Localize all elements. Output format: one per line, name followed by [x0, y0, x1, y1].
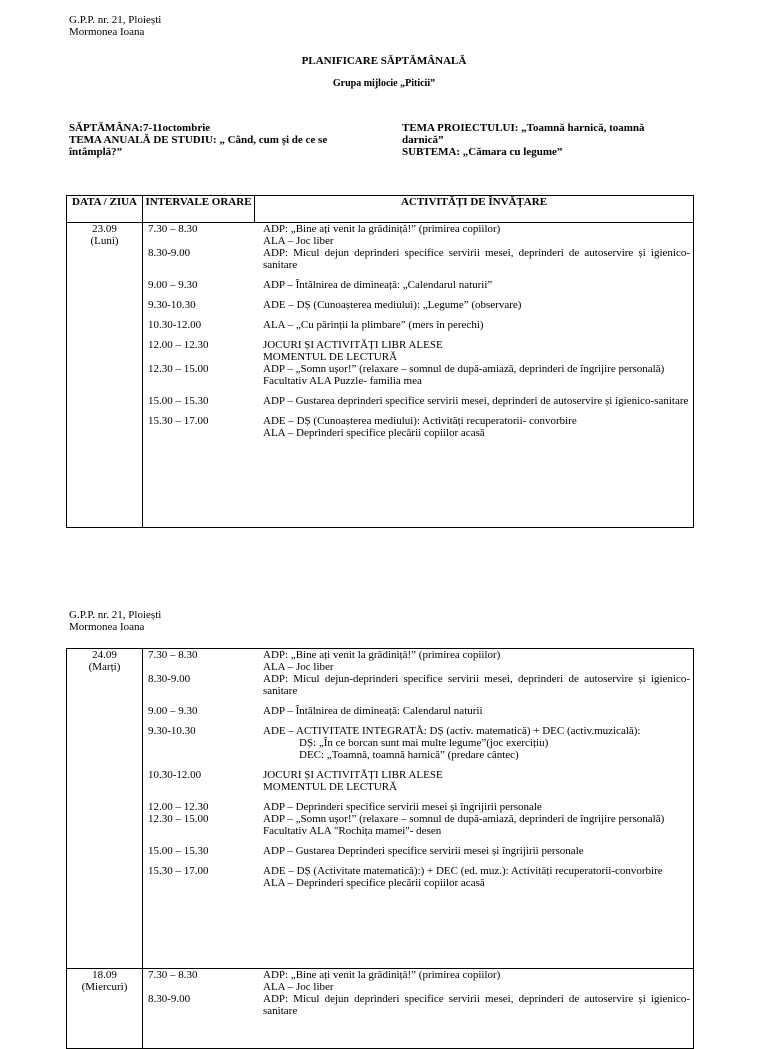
slot-activities: [260, 865, 693, 889]
slot-activities: [260, 813, 693, 837]
table-header-row: [67, 196, 694, 223]
activity-line: ALA – Joc liber: [263, 661, 334, 673]
slot-row: [143, 725, 693, 761]
day-name: (Luni): [90, 235, 119, 247]
day-slots-3: [143, 969, 694, 1049]
school-name-2: G.P.P. nr. 21, Ploiești: [69, 609, 162, 621]
activity-subline: DȘ: „În ce borcan sunt mai multe legume”(joc exercițiu): [299, 737, 549, 749]
activity-line: JOCURI ȘI ACTIVITĂȚI LIBR ALESE: [263, 339, 443, 351]
activity-line: ADP: Micul dejun deprinderi specifice servirii mesei, deprinderi de autoservire și igienico-sanitare: [263, 247, 690, 271]
slot-time: 12.00 – 12.30: [148, 801, 209, 813]
slot-activities: [260, 299, 693, 311]
slot-row: [143, 865, 693, 889]
slot-time: 7.30 – 8.30: [148, 969, 198, 981]
slot-time: 9.30-10.30: [148, 725, 196, 737]
slot-time: 12.30 – 15.00: [148, 813, 209, 825]
slot-time: 10.30-12.00: [148, 769, 202, 781]
slot-time: 10.30-12.00: [148, 319, 202, 331]
slot-time: 15.30 – 17.00: [148, 865, 209, 877]
activity-line: Facultativ ALA Puzzle- familia mea: [263, 375, 422, 387]
activity-line: ADP: Micul dejun-deprinderi specifice servirii mesei, deprinderi de autoservire și igienico-sanitare: [263, 673, 690, 697]
slot-row: [143, 813, 693, 837]
activity-line: ADP: „Bine ați venit la grădiniță!” (primirea copiilor): [263, 649, 501, 661]
slot-row: [143, 649, 693, 673]
slot-time: 8.30-9.00: [148, 247, 191, 259]
schedule-table-2: [66, 648, 694, 1049]
activity-line: ADP – Deprinderi specifice servirii mesei și îngrijirii personale: [263, 801, 542, 813]
project-theme: TEMA PROIECTULUI: „Toamnă harnică, toamnă darnică”: [402, 122, 645, 146]
day-row-marti: [67, 649, 694, 969]
slot-row: [143, 279, 693, 291]
schedule-table-1: [66, 195, 694, 528]
slot-activities: [260, 845, 693, 857]
teacher-name-2: Mormonea Ioana: [69, 621, 145, 633]
activity-line: ADP – Gustarea deprinderi specifice servirii mesei, deprinderi de autoservire și igienico-sanitare: [263, 395, 689, 407]
slot-time: 9.00 – 9.30: [148, 705, 198, 717]
slot-row: [143, 223, 693, 247]
day-row-luni: [67, 223, 694, 528]
slot-activities: [260, 769, 693, 793]
slot-row: [143, 247, 693, 271]
col-time-header: INTERVALE ORARE: [143, 196, 255, 223]
day-slots: [143, 223, 694, 528]
slot-activities: [260, 279, 693, 291]
meta-left: [69, 122, 359, 158]
slot-row: [143, 339, 693, 363]
slot-activities: [260, 319, 693, 331]
activity-line: ADE – DȘ (Cunoașterea mediului): „Legume” (observare): [263, 299, 522, 311]
slot-time: 12.30 – 15.00: [148, 363, 209, 375]
slot-row: [143, 299, 693, 311]
activity-line: ADE – DȘ (Activitate matematică):) + DEC (ed. muz.): Activități recuperatorii-convorbire: [263, 865, 663, 877]
activity-line: ADP – „Somn ușor!” (relaxare – somnul de după-amiază, deprinderi de îngrijire personală): [263, 363, 665, 375]
slot-activities: [260, 993, 693, 1017]
slot-time: 8.30-9.00: [148, 673, 191, 685]
slot-time: 7.30 – 8.30: [148, 223, 198, 235]
day-slots-2: [143, 649, 694, 969]
slot-time: 9.30-10.30: [148, 299, 196, 311]
activity-line: Facultativ ALA "Rochița mamei"- desen: [263, 825, 442, 837]
slot-activities: [260, 247, 693, 271]
day-name-2: (Marți): [88, 661, 121, 673]
slot-row: [143, 993, 693, 1017]
day-name-3: (Miercuri): [81, 981, 128, 993]
activity-line: ALA – Deprinderi specifice plecării copiilor acasă: [263, 427, 485, 439]
slot-activities: [260, 415, 693, 439]
day-cell-3: [67, 969, 143, 1049]
activity-line: ADE – ACTIVITATE INTEGRATĂ: DȘ (activ. matematică) + DEC (activ.muzicală):: [263, 725, 641, 737]
page-subtitle: Grupa mijlocie „Piticii”: [332, 78, 436, 89]
activity-line: MOMENTUL DE LECTURĂ: [263, 351, 398, 363]
school-header-2: [69, 609, 161, 633]
activity-line: ALA – Joc liber: [263, 235, 334, 247]
day-date: 23.09: [92, 223, 117, 235]
week-label: SĂPTĂMÂNA:7-11octombrie: [69, 122, 211, 134]
slot-activities: [260, 969, 693, 993]
meta-right: [402, 122, 672, 158]
activity-line: ADP – „Somn ușor!” (relaxare – somnul de după-amiază, deprinderi de îngrijire personală): [263, 813, 665, 825]
activity-line: ADP: Micul dejun deprinderi specifice servirii mesei, deprinderi de autoservire și igienico-sanitare: [263, 993, 690, 1017]
slot-time: 15.00 – 15.30: [148, 845, 209, 857]
activity-line: ALA – Deprinderi specifice plecării copiilor acasă: [263, 877, 485, 889]
activity-line: ADP – Întâlnirea de dimineață: „Calendarul naturii”: [263, 279, 493, 291]
slot-activities: [260, 801, 693, 813]
day-cell-2: [67, 649, 143, 969]
school-header: [69, 14, 161, 38]
slot-row: [143, 845, 693, 857]
activity-line: JOCURI ȘI ACTIVITĂȚI LIBR ALESE: [263, 769, 443, 781]
slot-time: 9.00 – 9.30: [148, 279, 198, 291]
activity-subline: DEC: „Toamnă, toamnă harnică” (predare cântec): [299, 749, 519, 761]
slot-row: [143, 801, 693, 813]
activity-line: ADP: „Bine ați venit la grădiniță!” (primirea copiilor): [263, 223, 501, 235]
activity-line: ADE – DȘ (Cunoașterea mediului): Activități recuperatorii- convorbire: [263, 415, 577, 427]
slot-activities: [260, 363, 693, 387]
page-title: PLANIFICARE SĂPTĂMÂNALĂ: [301, 55, 467, 67]
day-cell: [67, 223, 143, 528]
slot-time: 8.30-9.00: [148, 993, 191, 1005]
activity-line: ADP – Gustarea Deprinderi specifice servirii mesei și îngrijirii personale: [263, 845, 584, 857]
school-name: G.P.P. nr. 21, Ploiești: [69, 14, 162, 26]
slot-row: [143, 705, 693, 717]
slot-row: [143, 363, 693, 387]
activity-line: ALA – Joc liber: [263, 981, 334, 993]
slot-activities: [260, 395, 693, 407]
slot-row: [143, 395, 693, 407]
slot-row: [143, 769, 693, 793]
day-row-miercuri: [67, 969, 694, 1049]
slot-activities: [260, 725, 693, 761]
slot-activities: [260, 223, 693, 247]
col-activity-header: ACTIVITĂȚI DE ÎNVĂȚARE: [255, 196, 694, 223]
slot-row: [143, 319, 693, 331]
slot-time: 7.30 – 8.30: [148, 649, 198, 661]
slot-activities: [260, 339, 693, 363]
slot-time: 15.30 – 17.00: [148, 415, 209, 427]
slot-time: 12.00 – 12.30: [148, 339, 209, 351]
slot-row: [143, 673, 693, 697]
activity-line: MOMENTUL DE LECTURĂ: [263, 781, 398, 793]
slot-activities: [260, 705, 693, 717]
slot-row: [143, 415, 693, 439]
annual-theme: TEMA ANUALĂ DE STUDIU: „ Când, cum și de ce se întâmplă?”: [69, 134, 328, 158]
teacher-name: Mormonea Ioana: [69, 26, 145, 38]
activity-line: ADP – Întâlnirea de dimineață: Calendarul naturii: [263, 705, 483, 717]
slot-activities: [260, 649, 693, 673]
day-date-3: 18.09: [92, 969, 117, 981]
col-date-header: DATA / ZIUA: [67, 196, 143, 223]
subtheme: SUBTEMA: „Cămara cu legume”: [402, 146, 563, 158]
activity-line: ADP: „Bine ați venit la grădiniță!” (primirea copiilor): [263, 969, 501, 981]
slot-time: 15.00 – 15.30: [148, 395, 209, 407]
activity-line: ALA – „Cu părinții la plimbare” (mers în perechi): [263, 319, 484, 331]
slot-row: [143, 969, 693, 993]
day-date-2: 24.09: [92, 649, 117, 661]
slot-activities: [260, 673, 693, 697]
